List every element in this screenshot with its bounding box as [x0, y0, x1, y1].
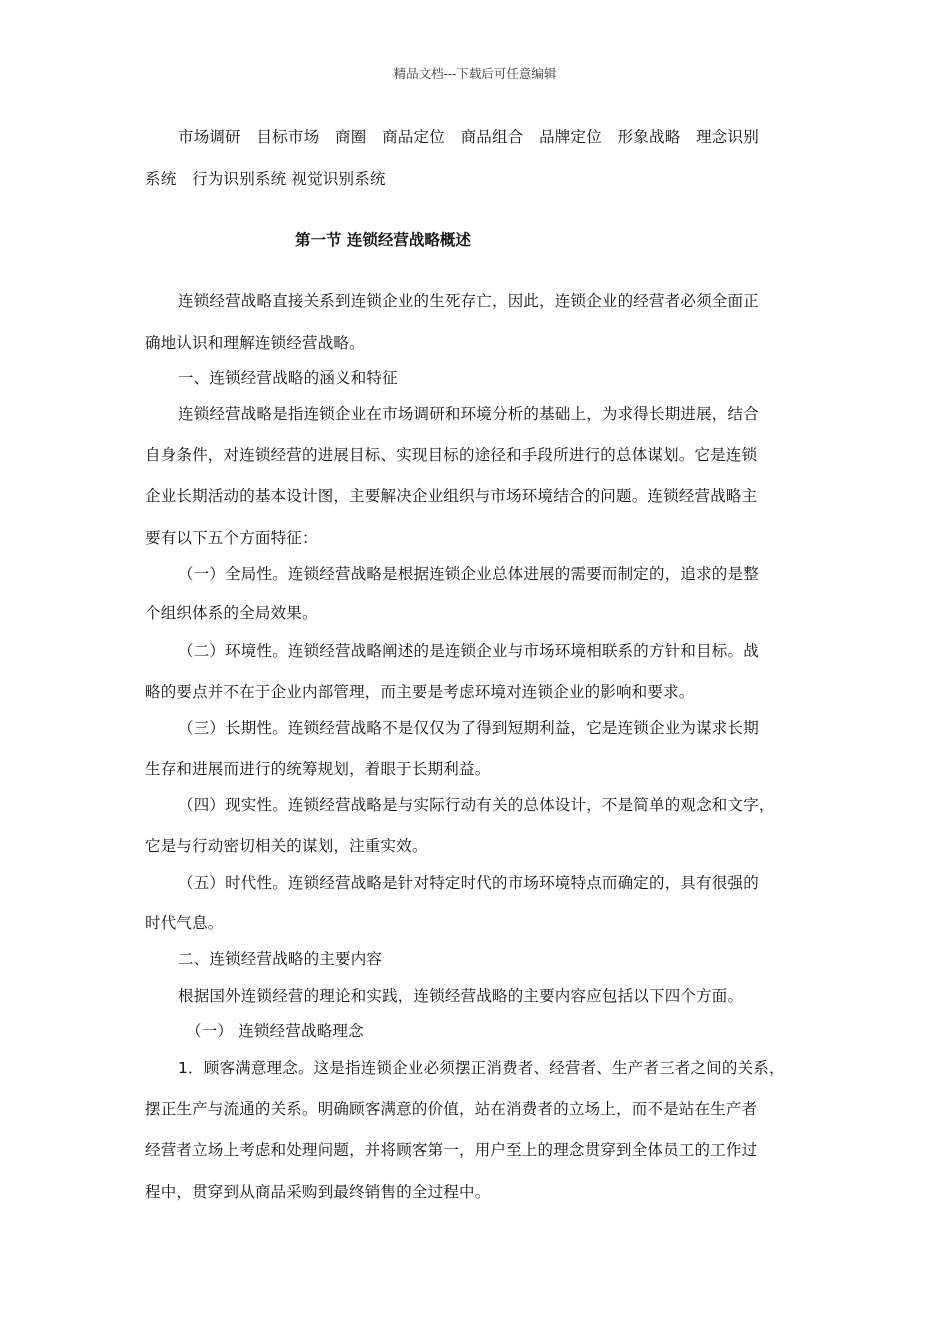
body-line: 确地认识和理解连锁经营战略。 — [145, 334, 365, 352]
body-line: 企业长期活动的基本设计图，主要解决企业组织与市场环境结合的问题。连锁经营战略主 — [145, 487, 758, 505]
heading-line: 二、连锁经营战略的主要内容 — [178, 950, 383, 968]
page-header: 精品文档---下载后可任意编辑 — [393, 66, 557, 81]
body-line: 经营者立场上考虑和处理问题，并将顾客第一，用户至上的理念贯穿到全体员工的工作过 — [145, 1141, 758, 1159]
body-line: 摆正生产与流通的关系。明确顾客满意的价值，站在消费者的立场上，而不是站在生产者 — [145, 1100, 758, 1118]
body-line: 连锁经营战略是指连锁企业在市场调研和环境分析的基础上，为求得长期进展，结合 — [178, 405, 759, 423]
body-line: （一）全局性。连锁经营战略是根据连锁企业总体进展的需要而制定的，追求的是整 — [178, 565, 759, 583]
body-line: 时代气息。 — [145, 914, 224, 932]
body-line: 要有以下五个方面特征： — [145, 529, 318, 547]
keywords-line-2: 系统 行为识别系统 视觉识别系统 — [145, 170, 386, 188]
heading-line: 一、连锁经营战略的涵义和特征 — [178, 369, 398, 387]
body-line: 略的要点并不在于企业内部管理，而主要是考虑环境对连锁企业的影响和要求。 — [145, 683, 695, 701]
body-line: 根据国外连锁经营的理论和实践，连锁经营战略的主要内容应包括以下四个方面。 — [178, 987, 744, 1005]
body-line: 1．顾客满意理念。这是指连锁企业必须摆正消费者、经营者、生产者三者之间的关系， — [178, 1059, 785, 1077]
body-line: 生存和进展而进行的统筹规划，着眼于长期利益。 — [145, 760, 491, 778]
body-line: 程中，贯穿到从商品采购到最终销售的全过程中。 — [145, 1183, 491, 1201]
keywords-line-1: 市场调研 目标市场 商圈 商品定位 商品组合 品牌定位 形象战略 理念识别 — [178, 128, 759, 146]
body-line: 它是与行动密切相关的谋划，注重实效。 — [145, 837, 428, 855]
body-line: 连锁经营战略直接关系到连锁企业的生死存亡，因此，连锁企业的经营者必须全面正 — [178, 292, 759, 310]
heading-line: （一） 连锁经营战略理念 — [186, 1022, 364, 1040]
body-line: （四）现实性。连锁经营战略是与实际行动有关的总体设计，不是简单的观念和文字， — [178, 796, 775, 814]
body-line: （二）环境性。连锁经营战略阐述的是连锁企业与市场环境相联系的方针和目标。战 — [178, 642, 759, 660]
body-line: 自身条件，对连锁经营的进展目标、实现目标的途径和手段所进行的总体谋划。它是连锁 — [145, 446, 758, 464]
body-line: 个组织体系的全局效果。 — [145, 604, 318, 622]
section-title: 第一节 连锁经营战略概述 — [295, 231, 471, 249]
body-line: （三）长期性。连锁经营战略不是仅仅为了得到短期利益，它是连锁企业为谋求长期 — [178, 719, 759, 737]
body-line: （五）时代性。连锁经营战略是针对特定时代的市场环境特点而确定的，具有很强的 — [178, 874, 759, 892]
